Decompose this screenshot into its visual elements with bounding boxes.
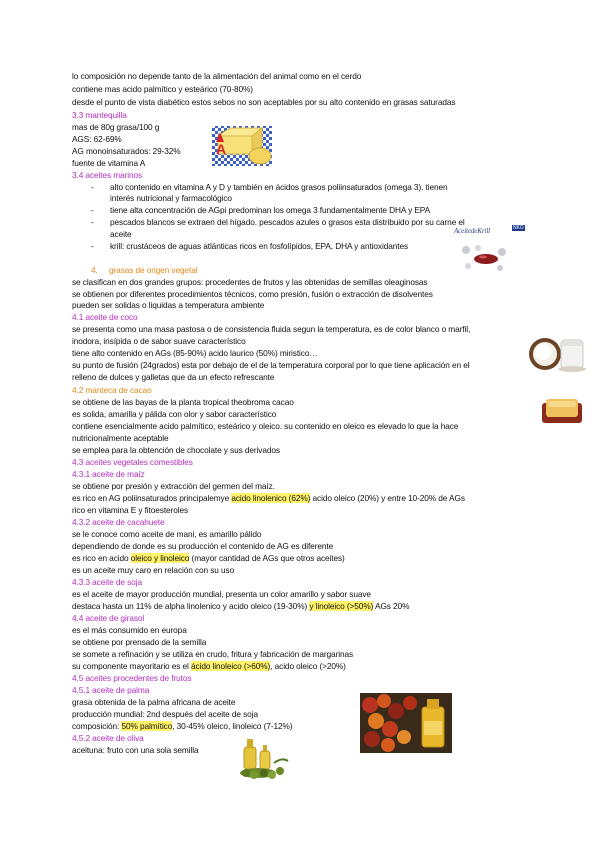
text-line: se obtienen por diferentes procedimientos técnicos, como presión, fusión o extracción de disolventes xyxy=(72,289,433,299)
bullet-marker: - xyxy=(91,241,94,251)
text-line: se obtiene por prensado de la semilla xyxy=(72,637,207,647)
bullet-text: tiene alta concentración de AGpi predominan los omega 3 fundamentalmente DHA y EPA xyxy=(110,205,431,215)
heading-aceites-frutos: 4.5 aceites procedentes de frutos xyxy=(72,673,192,683)
bullet-text: aceite xyxy=(110,229,132,239)
heading-aceite-palma: 4.5.1 aceite de palma xyxy=(72,685,150,695)
text-span: , 30-45% oleico, linoleico (7-12%) xyxy=(172,721,293,731)
heading-aceites-marinos: 3.4 aceites marinos xyxy=(72,170,143,180)
text-line: se le conoce como aceite de mani, es amarillo pálido xyxy=(72,529,262,539)
heading-manteca-cacao: 4.2 manteca de cacao xyxy=(72,385,152,395)
highlighted-text: oleico y linoleico xyxy=(130,553,190,563)
heading-aceite-cacahuete: 4.3.2 aceite de cacahuete xyxy=(72,517,165,527)
text-line: es solida, amarilla y pálida con olor y sabor característico xyxy=(72,409,277,419)
highlighted-text: y linoleico (>50%) xyxy=(309,601,374,611)
text-line: es un aceite muy caro en relación con su uso xyxy=(72,565,235,575)
text-line xyxy=(72,493,465,503)
section-title: grasas de origen vegetal xyxy=(109,265,198,275)
palm-fruit-image xyxy=(360,693,452,753)
text-line: inodora, insípida o de sabor suave característico xyxy=(72,336,246,346)
krill-capsules-image xyxy=(458,244,510,274)
text-line: se presenta como una masa pastosa o de consistencia fluida segun la temperatura, es de color blanco o marfil, xyxy=(72,324,471,334)
text-line: es el aceite de mayor producción mundial, presenta un color amarillo y sabor suave xyxy=(72,589,371,599)
text-line: su punto de fusión (24grados) esta por debajo de el de la temperatura corporal por lo que tiene aplicación en el xyxy=(72,360,470,370)
text-line: desde el punto de vista diabético estos sebos no son aceptables por su alto contenido en grasas saturadas xyxy=(72,97,456,107)
text-line xyxy=(72,721,292,731)
olive-oil-image xyxy=(238,733,290,779)
text-line: fuente de vitamina A xyxy=(72,158,146,168)
text-span: destaca hasta un 11% de alpha linolenico y acido oleico (19-30%) xyxy=(72,601,310,611)
text-line: contiene mas acido palmítico y esteárico (70-80%) xyxy=(72,84,253,94)
text-span: (mayor cantidad de AGs que otros aceites) xyxy=(189,553,345,563)
krill-logo-badge: NKO xyxy=(513,225,524,231)
bullet-text: krill: crustáceos de aguas atlánticas ricos en fosfolípidos, EPA, DHA y antioxidantes xyxy=(110,241,409,251)
heading-aceite-girasol: 4.4 aceite de girasol xyxy=(72,613,145,623)
krill-logo-text: AceitedeKrill xyxy=(454,227,491,235)
text-line: nutricionalmente aceptable xyxy=(72,433,169,443)
text-span: , acido oleico (>20%) xyxy=(270,661,346,671)
text-line: lo composición no depende tanto de la alimentación del animal como en el cerdo xyxy=(72,71,362,81)
coconut-image xyxy=(527,330,589,372)
text-line: se somete a refinación y se utiliza en crudo, fritura y fabricación de margarinas xyxy=(72,649,354,659)
text-line: tiene alto contenido en AGs (85-90%) acido laurico (50%) miristico… xyxy=(72,348,318,358)
text-line: se obtiene de las bayas de la planta tropical theobroma cacao xyxy=(72,397,294,407)
text-line: mas de 80g grasa/100 g xyxy=(72,122,160,132)
highlighted-text: acido linolenico (62%) xyxy=(231,493,311,503)
cocoa-butter-image xyxy=(540,395,584,425)
text-line: aceituna: fruto con una sola semilla xyxy=(72,745,199,755)
text-span: composición: xyxy=(72,721,122,731)
bullet-text: alto contenido en vitamina A y D y también en ácidos grasos poliinsaturados (omega 3). tienen xyxy=(110,182,448,192)
text-line: relleno de dulces y galletas que da un efecto refrescante xyxy=(72,372,275,382)
krill-oil-logo xyxy=(454,224,526,238)
highlighted-text: ácido linoleico (>60%) xyxy=(191,661,271,671)
text-span: es rico en acido xyxy=(72,553,131,563)
heading-aceite-oliva: 4.5.2 aceite de oliva xyxy=(72,733,144,743)
highlighted-text: 50% palmítico xyxy=(121,721,173,731)
heading-aceite-maiz: 4.3.1 aceite de maíz xyxy=(72,469,145,479)
text-line: rico en vitamina E y fitoesteroles xyxy=(72,505,189,515)
bullet-marker: - xyxy=(91,205,94,215)
text-line: AG monoinsaturados: 29-32% xyxy=(72,146,181,156)
text-line: grasa obtenida de la palma africana de aceite xyxy=(72,697,236,707)
text-line: pueden ser solidas o liquidas a temperatura ambiente xyxy=(72,300,265,310)
svg-text:A: A xyxy=(216,141,227,157)
heading-aceite-soja: 4.3.3 aceite de soja xyxy=(72,577,142,587)
text-line: se obtiene por presión y extracción del germen del maíz. xyxy=(72,481,275,491)
text-span: acido oleico (20%) y entre 10-20% de AGs xyxy=(310,493,465,503)
text-line xyxy=(72,601,409,611)
text-span: es rico en AG poliinsaturados principalemye xyxy=(72,493,232,503)
text-line xyxy=(72,553,345,563)
text-line: contiene esencialmente acido palmítico, esteárico y oleico. su contenido en oleico es elevado lo que la hace xyxy=(72,421,459,431)
heading-aceite-coco: 4.1 aceite de coco xyxy=(72,312,138,322)
text-line: AGS: 62-69% xyxy=(72,134,122,144)
text-span: AGs 20% xyxy=(373,601,410,611)
bullet-marker: - xyxy=(91,217,94,227)
heading-mantequilla: 3.3 mantequilla xyxy=(72,110,127,120)
text-line: se clasifican en dos grandes grupos: procedentes de frutos y las obtenidas de semillas oleaginosas xyxy=(72,277,428,287)
text-line xyxy=(72,661,346,671)
text-line: dependiendo de donde es su producción el contenido de AG es diferente xyxy=(72,541,334,551)
heading-aceites-comestibles: 4.3 aceites vegetales comestibles xyxy=(72,457,193,467)
butter-image xyxy=(212,122,272,166)
text-line: es el más consumido en europa xyxy=(72,625,187,635)
bullet-text: interés nutricional y farmacológico xyxy=(110,193,232,203)
bullet-marker: - xyxy=(91,182,94,192)
bullet-text: pescados blancos se extraen del hígado. pescados azules o grasos esta distribuido por su carne el xyxy=(110,217,465,227)
section-number: 4. xyxy=(91,265,98,275)
text-line: producción mundial: 2nd después del aceite de soja xyxy=(72,709,258,719)
text-span: su componente mayoritario es el xyxy=(72,661,192,671)
text-line: se emplea para la obtención de chocolate y sus derivados xyxy=(72,445,280,455)
